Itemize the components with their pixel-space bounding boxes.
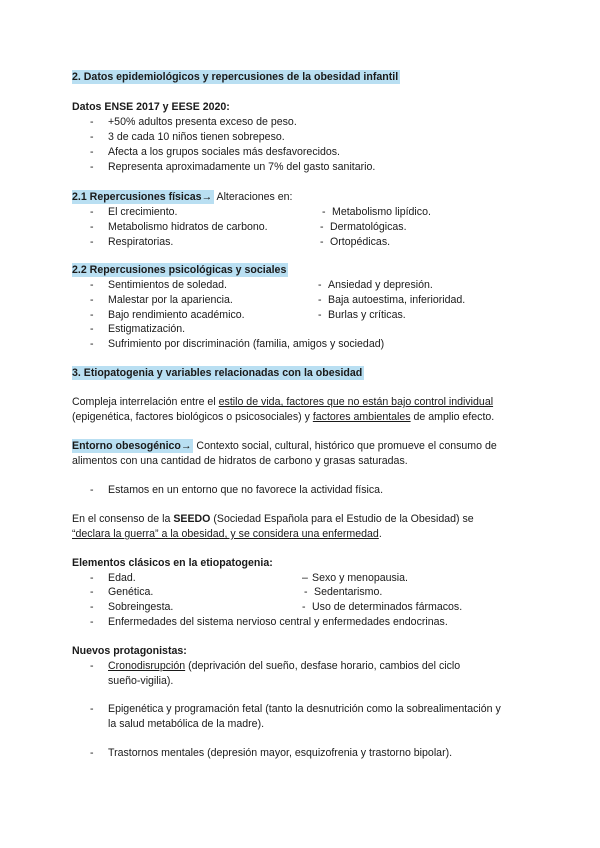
paragraph-1-line-2: (epigenética, factores biológicos o psicosociales) y factores ambientales de amplio efecto.: [72, 411, 495, 423]
clasicos-title: Elementos clásicos en la etiopatogenia:: [72, 557, 273, 569]
section-2-2-heading: 2.2 Repercusiones psicológicas y sociales: [72, 264, 287, 276]
entorno-line-2: alimentos con una cantidad de hidratos de carbono y grasas saturadas.: [72, 455, 408, 467]
nuevos-item-1-line-2: sueño-vigilia).: [108, 675, 174, 687]
section-2-1-heading: 2.1 Repercusiones físicas→ Alteraciones en:: [72, 191, 293, 203]
entorno-label: Entorno obesogénico→: [72, 440, 192, 452]
arrow-right-icon: →: [180, 440, 192, 452]
section-3-heading: 3. Etiopatogenia y variables relacionadas con la obesidad: [72, 367, 363, 379]
seedo-line-2: “declara la guerra” a la obesidad, y se considera una enfermedad.: [72, 528, 382, 540]
document-page: 2. Datos epidemiológicos y repercusiones de la obesidad infantil Datos ENSE 2017 y EESE 2020: - +50% adultos presenta exceso de peso. - 3 de cada 10 niños tienen sobrepeso. - Afecta a los grupos sociales más desfavorecidos. - Representa aproximadamente un 7% del gasto sanitario. 2.1 Repercusiones físicas→ Alteraciones en: - El crecimiento. - Metabolismo lipídico. - Metabolismo hidratos de carbono. - Dermatológicas. - Respiratorias. - Ortopédicas. 2.2 Repercusiones psicológicas y sociales - Sentimientos de soledad. - Ansiedad y depresión. - Malestar por la apariencia. - Baja autoestima, inferioridad. - Bajo rendimiento académico. - Burlas y críticas. - Estigmatización. - Sufrimiento por discriminación (familia, amigos y sociedad) 3. Etiopatogenia y variables relacionadas con la obesidad Compleja interrelación entre el estilo de vida, factores que no están bajo control individual (epigenética, factores biológicos o psicosociales) y factores ambientales de amplio efecto. Entorno obesogénico→ Contexto social, cultural, histórico que promueve el consumo de alimentos con una cantidad de hidratos de carbono y grasas saturadas. - Estamos en un entorno que no favorece la actividad física. En el consenso de la SEEDO (Sociedad Española para el Estudio de la Obesidad) se “declara la guerra” a la obesidad, y se considera una enfermedad. Elementos clásicos en la etiopatogenia: - Edad. – Sexo y menopausia. - Genética. - Sedentarismo. - Sobreingesta. - Uso de determinados fármacos. - Enfermedades del sistema nervioso central y enfermedades endocrinas. Nuevos protagonistas: - Cronodisrupción (deprivación del sueño, desfase horario, cambios del ciclo sueño-vigilia). - Epigenética y programación fetal (tanto la desnutrición como la sobrealimentación y la salud metabólica de la madre). - Trastornos mentales (depresión mayor, esquizofrenia y trastorno bipolar).: [72, 71, 501, 759]
seedo-line-1: En el consenso de la SEEDO (Sociedad Española para el Estudio de la Obesidad) se: [72, 513, 474, 525]
section-2-1-heading-text: 2.1 Repercusiones físicas→: [72, 191, 213, 203]
entorno-line-1: Entorno obesogénico→ Contexto social, cultural, histórico que promueve el consumo de: [72, 440, 497, 452]
nuevos-item-2-line-2: la salud metabólica de la madre).: [108, 718, 265, 730]
arrow-right-icon: →: [201, 191, 213, 203]
nuevos-title: Nuevos protagonistas:: [72, 645, 187, 657]
paragraph-1-line-1: Compleja interrelación entre el estilo de vida, factores que no están bajo control individual: [72, 396, 494, 408]
section-2-heading: [72, 71, 400, 84]
section-2-heading-text: 2. Datos epidemiológicos y repercusiones de la obesidad infantil: [72, 71, 399, 83]
ense-title: Datos ENSE 2017 y EESE 2020:: [72, 101, 230, 113]
